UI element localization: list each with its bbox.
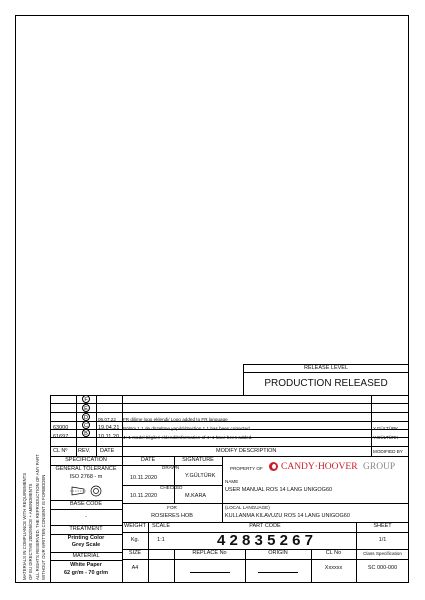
header-modified-by: MODIFIED BY <box>373 449 403 454</box>
material-label: MATERIAL <box>72 553 100 559</box>
rev-c-by: Y.GÜLTÜRK <box>373 426 399 431</box>
base-code-value: - <box>85 514 87 520</box>
treatment-label: TREATMENT <box>69 526 103 532</box>
replace-label: REPLACE No <box>192 550 227 556</box>
drawn-label: DRAWN <box>162 465 180 470</box>
material-value-1: White Paper <box>70 562 102 568</box>
size-label: SIZE <box>128 550 142 556</box>
header-rev: REV. <box>78 448 91 454</box>
rev-d-desc: FR dilime logo eklendi/ Logo added to FR language <box>123 417 228 422</box>
origin-blank <box>258 572 298 573</box>
side-note-1: MATERIALS IN COMPLIANCE WITH REQUIREMENTS <box>22 472 27 580</box>
signature-label: SIGNATURE <box>182 457 214 463</box>
release-level-label: RELEASE LEVEL <box>303 365 349 371</box>
rev-c-desc: Bölüm 1.1 de düzeltme yapıldı/Section 1.1 has been corrected. <box>123 426 251 431</box>
company-group: GROUP <box>363 462 396 472</box>
replace-blank <box>190 572 230 573</box>
side-note-3: ALL RIGHTS RESERVED. THE REPRODUCTION OF ANY PART <box>35 454 40 580</box>
rev-letter-e: E <box>82 404 90 412</box>
general-tolerance-label: GENERAL TOLERANCE <box>55 466 117 472</box>
material-value-2: 62 gr/m - 70 gr/m <box>63 570 109 576</box>
name-value: USER MANUAL ROS 14 LANG UNIGOG60 <box>225 487 333 493</box>
rev-letter-d: D <box>82 413 90 421</box>
cl-value: Xxxxxx <box>324 565 343 571</box>
rev-letter-c: C <box>82 421 90 429</box>
local-language-label: (LOCAL LANGUAGE) <box>225 505 270 510</box>
spec-label: SPECIFICATION <box>65 457 107 463</box>
header-modify-description: MODIFY DESCRIPTION <box>216 448 277 454</box>
property-of-label: PROPERTY OF <box>230 466 263 471</box>
rev-b-by: Y.GÜLTÜRK <box>373 435 399 440</box>
rev-letter-b: B <box>82 429 90 437</box>
side-note-2: OF EU DIRECTIVE 2002/95/CE + AMENDMENTS <box>28 483 33 580</box>
local-name-value: KULLANMA KILAVUZU ROS 14 LANG UNIGOG60 <box>225 513 350 519</box>
scale-label: SCALE <box>151 523 171 529</box>
for-label: FOR <box>167 505 177 510</box>
class-label: Class Specification <box>363 551 402 556</box>
side-note-4: WITHOUT OUR WRITTEN CONSENT IS FORBIDDEN <box>41 474 46 580</box>
date-label: DATE <box>140 457 156 463</box>
weight-value: Kg. <box>130 537 140 543</box>
header-date: DATE <box>100 448 115 454</box>
sheet-value: 1/1 <box>378 537 387 543</box>
rev-b-date: 10.11.20 <box>98 434 120 440</box>
origin-label: ORIGIN <box>268 550 288 556</box>
rev-c-clno: 63000 <box>53 425 69 431</box>
candy-hoover-logo-icon <box>269 462 278 471</box>
header-cl-no: CL Nº <box>53 448 68 454</box>
rev-b-clno: 61697 <box>53 434 69 440</box>
checked-label: CHECKED <box>160 485 183 490</box>
treatment-value-2: Grey Scale <box>71 542 101 548</box>
part-code-value: 4 2 8 3 5 2 6 7 <box>217 532 313 549</box>
size-value: A4 <box>131 565 139 571</box>
part-code-label: PART CODE <box>249 523 281 529</box>
treatment-value-1: Printing Color <box>67 535 105 541</box>
drawn-by: Y.GÜLTÜRK <box>185 473 216 479</box>
base-code-label: BASE CODE <box>69 501 103 507</box>
checked-date: 10.11.2020 <box>130 493 158 499</box>
release-status: PRODUCTION RELEASED <box>264 378 388 389</box>
name-label: NAME <box>225 479 239 484</box>
scale-value: 1:1 <box>157 537 165 543</box>
checked-by: M.KARA <box>185 493 207 499</box>
rev-d-date: 06.07.22 <box>98 417 116 422</box>
projection-symbol-icon <box>70 484 104 498</box>
company-name: CANDY·HOOVER <box>281 462 358 472</box>
for-value: ROSIERES HOB <box>151 513 193 519</box>
sheet-label: SHEET <box>373 523 392 529</box>
cl-label: CL No <box>325 550 342 556</box>
drawn-date: 10.11.2020 <box>130 475 158 481</box>
class-value: SC 000-000 <box>367 565 398 571</box>
weight-label: WEIGHT <box>124 523 146 529</box>
iso-value: ISO 2768 - m <box>69 474 103 480</box>
rev-letter-f: F <box>82 395 90 403</box>
rev-b-desc: 4+1 model bilgileri eklendi/Information of 4+1 have been added. <box>123 435 253 440</box>
rev-c-date: 19.04.21 <box>98 425 120 431</box>
